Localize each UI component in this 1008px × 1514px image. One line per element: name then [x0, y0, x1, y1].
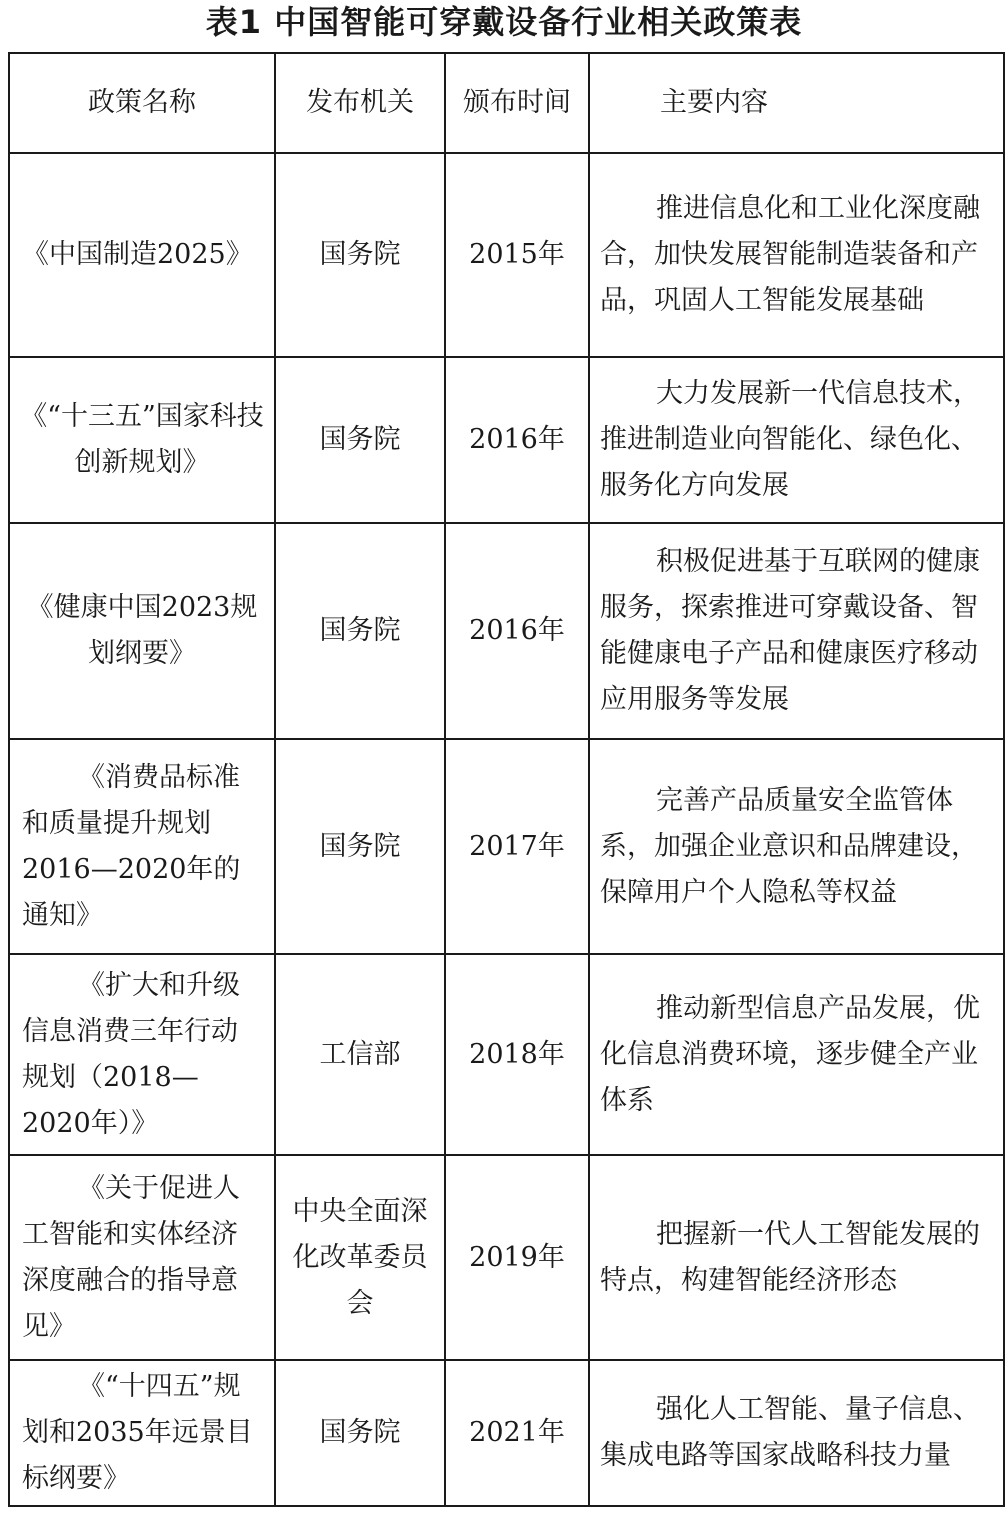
date-cell: 2017年	[445, 739, 589, 954]
content-cell: 完善产品质量安全监管体系，加强企业意识和品牌建设，保障用户个人隐私等权益	[589, 739, 1004, 954]
content-cell: 强化人工智能、量子信息、集成电路等国家战略科技力量	[589, 1360, 1004, 1506]
agency-cell: 国务院	[275, 357, 445, 523]
date-cell: 2021年	[445, 1360, 589, 1506]
agency-cell: 国务院	[275, 739, 445, 954]
content-cell: 推动新型信息产品发展，优化信息消费环境，逐步健全产业体系	[589, 954, 1004, 1155]
policy-table	[8, 52, 1005, 1507]
agency-cell: 国务院	[275, 523, 445, 739]
agency-cell: 工信部	[275, 954, 445, 1155]
header-agency: 发布机关	[275, 53, 445, 153]
agency-cell: 国务院	[275, 1360, 445, 1506]
table-row	[9, 739, 1004, 954]
date-cell: 2018年	[445, 954, 589, 1155]
agency-cell: 国务院	[275, 153, 445, 357]
date-cell: 2019年	[445, 1155, 589, 1360]
header-policy-name: 政策名称	[9, 53, 275, 153]
policy-name-cell: 《健康中国2023规划纲要》	[9, 523, 275, 739]
table-header-row	[9, 53, 1004, 153]
policy-name-cell: 《扩大和升级信息消费三年行动规划（2018—2020年）》	[9, 954, 275, 1155]
date-cell: 2016年	[445, 523, 589, 739]
content-cell: 把握新一代人工智能发展的特点，构建智能经济形态	[589, 1155, 1004, 1360]
date-cell: 2015年	[445, 153, 589, 357]
policy-name-cell: 《消费品标准和质量提升规划2016—2020年的通知》	[9, 739, 275, 954]
table-row	[9, 954, 1004, 1155]
table-row	[9, 523, 1004, 739]
policy-name-cell: 《“十三五”国家科技创新规划》	[9, 357, 275, 523]
policy-name-cell: 《“十四五”规划和2035年远景目标纲要》	[9, 1360, 275, 1506]
header-date: 颁布时间	[445, 53, 589, 153]
table-row	[9, 1360, 1004, 1506]
policy-name-cell: 《中国制造2025》	[9, 153, 275, 357]
table-row	[9, 357, 1004, 523]
date-cell: 2016年	[445, 357, 589, 523]
agency-cell: 中央全面深化改革委员会	[275, 1155, 445, 1360]
table-row	[9, 153, 1004, 357]
table-row	[9, 1155, 1004, 1360]
table-title: 表1 中国智能可穿戴设备行业相关政策表	[205, 3, 803, 41]
header-content: 主要内容	[589, 53, 1004, 153]
policy-name-cell: 《关于促进人工智能和实体经济深度融合的指导意见》	[9, 1155, 275, 1360]
content-cell: 积极促进基于互联网的健康服务，探索推进可穿戴设备、智能健康电子产品和健康医疗移动应用服务等发展	[589, 523, 1004, 739]
content-cell: 推进信息化和工业化深度融合，加快发展智能制造装备和产品，巩固人工智能发展基础	[589, 153, 1004, 357]
content-cell: 大力发展新一代信息技术，推进制造业向智能化、绿色化、服务化方向发展	[589, 357, 1004, 523]
